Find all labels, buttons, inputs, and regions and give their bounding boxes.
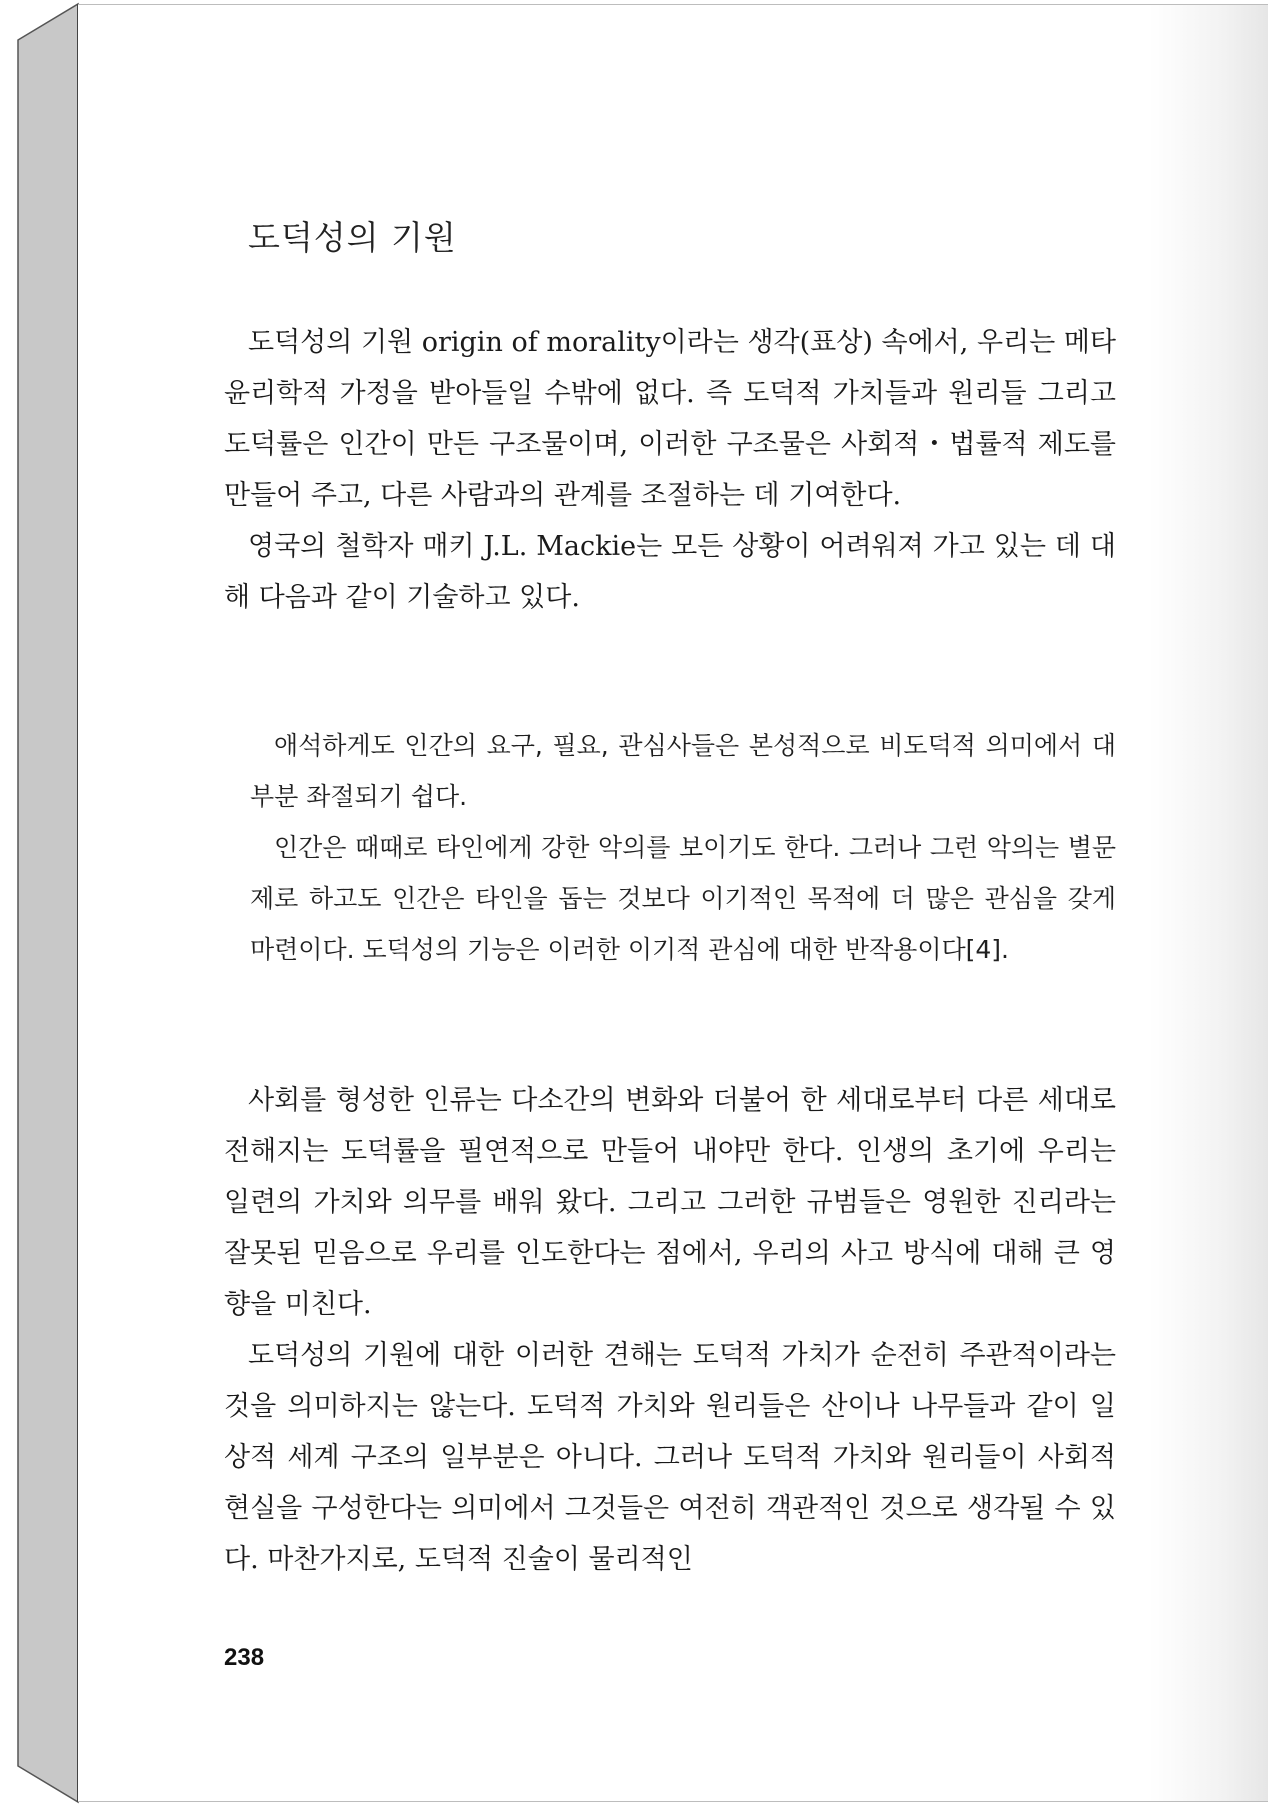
body-block-1: [224, 317, 1116, 623]
block-quote: [250, 720, 1116, 975]
page-number: 238: [224, 1644, 265, 1671]
section-title: 도덕성의 기원: [248, 218, 457, 257]
body-paragraph: 사회를 형성한 인류는 다소간의 변화와 더불어 한 세대로부터 다른 세대로 전해지는 도덕률을 필연적으로 만들어 내야만 한다. 인생의 초기에 우리는 일련의 가치와 의무를 배워 왔다. 그리고 그러한 규범들은 영원한 진리라는 잘못된 믿음으로 우리를 인도한다는 점에서, 우리의 사고 방식에 대해 큰 영향을 미친다.: [224, 1085, 1116, 1320]
body-block-2: [224, 1075, 1116, 1585]
quote-paragraph: 인간은 때때로 타인에게 강한 악의를 보이기도 한다. 그러나 그런 악의는 별문제로 하고도 인간은 타인을 돕는 것보다 이기적인 목적에 더 많은 관심을 갖게 마련이다. 도덕성의 기능은 이러한 이기적 관심에 대한 반작용이다[4].: [250, 833, 1116, 964]
body-paragraph: 영국의 철학자 매키 J.L. Mackie는 모든 상황이 어려워져 가고 있는 데 대해 다음과 같이 기술하고 있다.: [224, 531, 1116, 613]
body-paragraph: 도덕성의 기원에 대한 이러한 견해는 도덕적 가치가 순전히 주관적이라는 것을 의미하지는 않는다. 도덕적 가치와 원리들은 산이나 나무들과 같이 일상적 세계 구조의 일부분은 아니다. 그러나 도덕적 가치와 원리들이 사회적 현실을 구성한다는 의미에서 그것들은 여전히 객관적인 것으로 생각될 수 있다. 마찬가지로, 도덕적 진술이 물리적인: [224, 1340, 1116, 1575]
body-paragraph: 도덕성의 기원 origin of morality이라는 생각(표상) 속에서, 우리는 메타 윤리학적 가정을 받아들일 수밖에 없다. 즉 도덕적 가치들과 원리들 그리고 도덕률은 인간이 만든 구조물이며, 이러한 구조물은 사회적・법률적 제도를 만들어 주고, 다른 사람과의 관계를 조절하는 데 기여한다.: [224, 327, 1116, 511]
quote-paragraph: 애석하게도 인간의 요구, 필요, 관심사들은 본성적으로 비도덕적 의미에서 대부분 좌절되기 쉽다.: [250, 731, 1116, 811]
